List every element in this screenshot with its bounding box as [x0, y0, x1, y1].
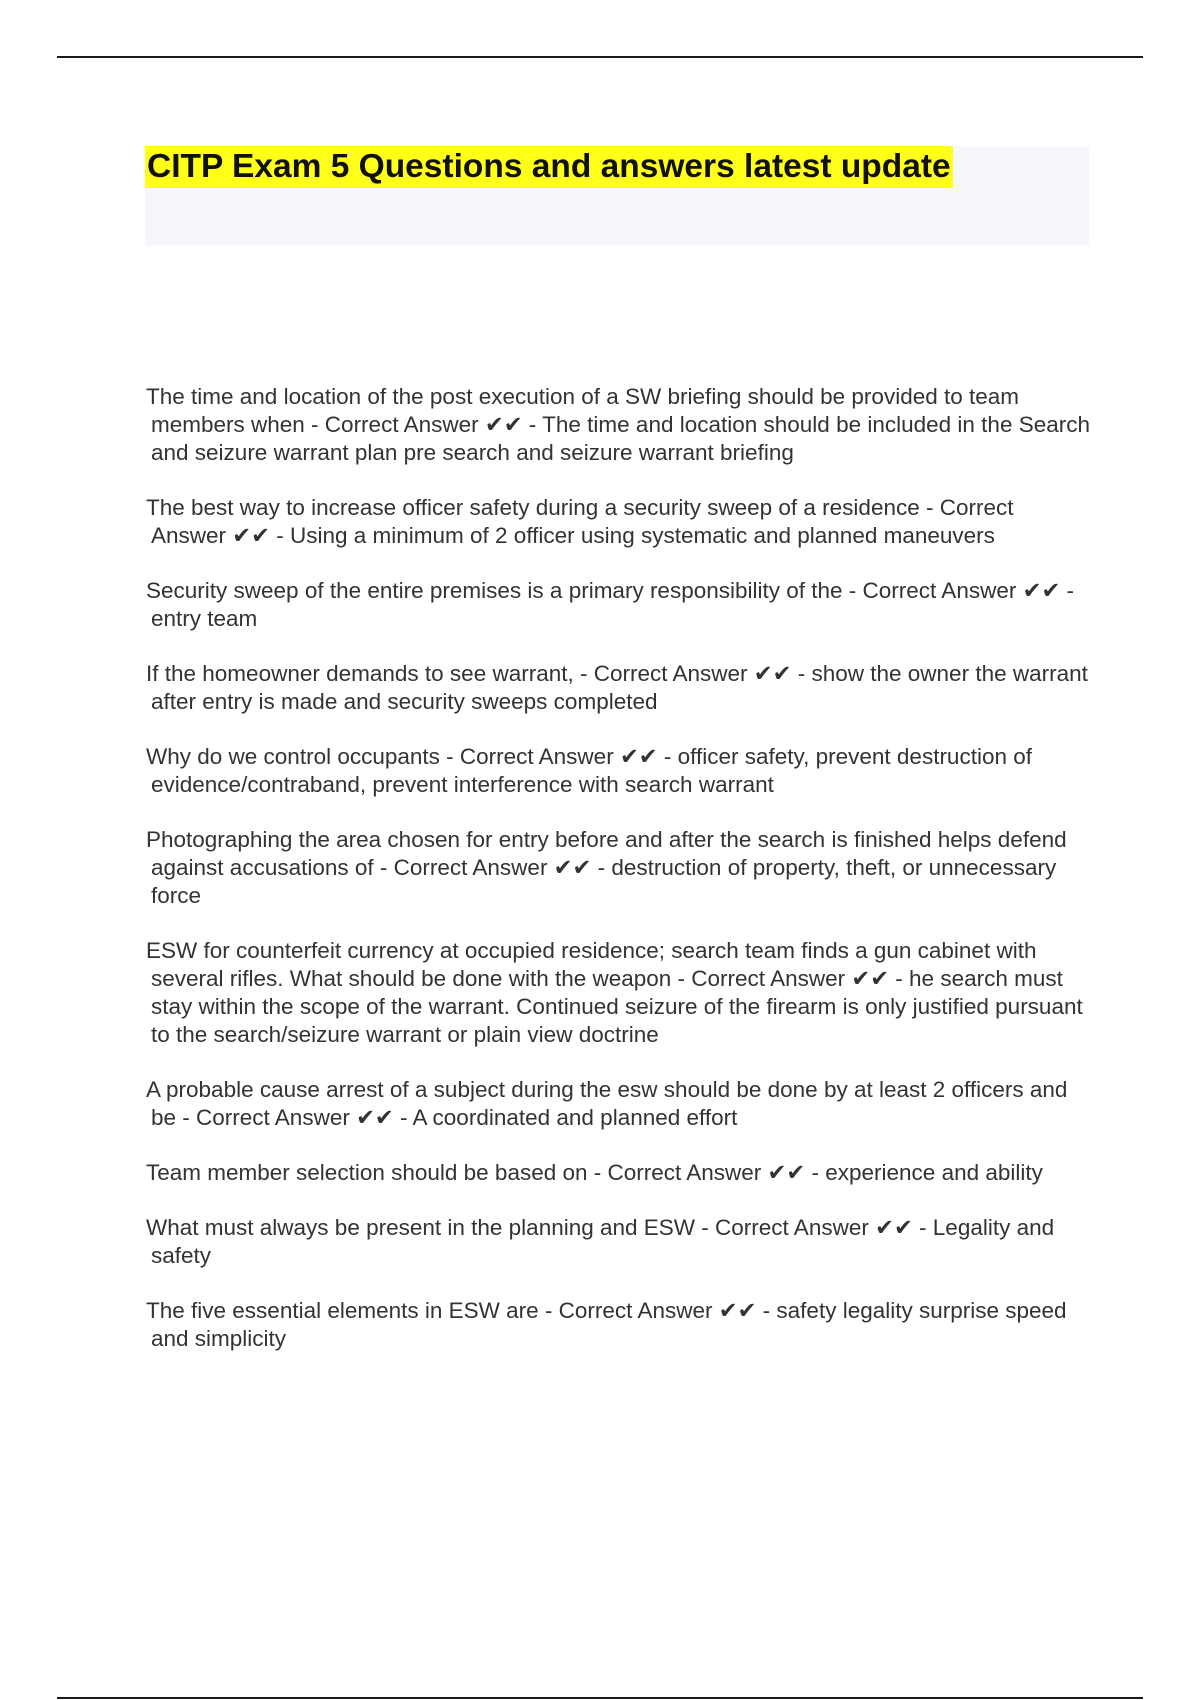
qa-item: If the homeowner demands to see warrant, - Correct Answer ✔✔ - show the owner the warrant after entry is made and security sweeps completed — [146, 661, 1088, 714]
qa-item: A probable cause arrest of a subject during the esw should be done by at least 2 officers and be - Correct Answer ✔✔ - A coordinated and planned effort — [146, 1077, 1068, 1130]
qa-item: The five essential elements in ESW are - Correct Answer ✔✔ - safety legality surprise speed and simplicity — [146, 1298, 1067, 1351]
qa-item: ESW for counterfeit currency at occupied residence; search team finds a gun cabinet with several rifles. What should be done with the weapon - Correct Answer ✔✔ - he search must stay within the scope of the warrant. Continued seizure of the firearm is only justified pursuant to the search/seizure warrant or plain view doctrine — [146, 938, 1083, 1047]
top-rule — [57, 56, 1143, 58]
page-title: CITP Exam 5 Questions and answers latest update — [145, 146, 953, 188]
bottom-rule — [57, 1697, 1143, 1699]
qa-item: Photographing the area chosen for entry before and after the search is finished helps defend against accusations of - Correct Answer ✔✔ - destruction of property, theft, or unnecessary force — [146, 827, 1067, 908]
qa-item: Why do we control occupants - Correct Answer ✔✔ - officer safety, prevent destruction of evidence/contraband, prevent interference with search warrant — [146, 744, 1032, 797]
title-panel — [145, 146, 1089, 246]
qa-item: Team member selection should be based on - Correct Answer ✔✔ - experience and ability — [146, 1160, 1043, 1185]
qa-item: What must always be present in the planning and ESW - Correct Answer ✔✔ - Legality and safety — [146, 1215, 1055, 1268]
qa-item: The time and location of the post execution of a SW briefing should be provided to team members when - Correct Answer ✔✔ - The time and location should be included in the Search and seizure warrant plan pre search and seizure warrant briefing — [146, 384, 1091, 465]
qa-list — [146, 383, 1091, 1380]
qa-item: The best way to increase officer safety during a security sweep of a residence - Correct Answer ✔✔ - Using a minimum of 2 officer using systematic and planned maneuvers — [146, 495, 1014, 548]
qa-item: Security sweep of the entire premises is a primary responsibility of the - Correct Answer ✔✔ - entry team — [146, 578, 1075, 631]
